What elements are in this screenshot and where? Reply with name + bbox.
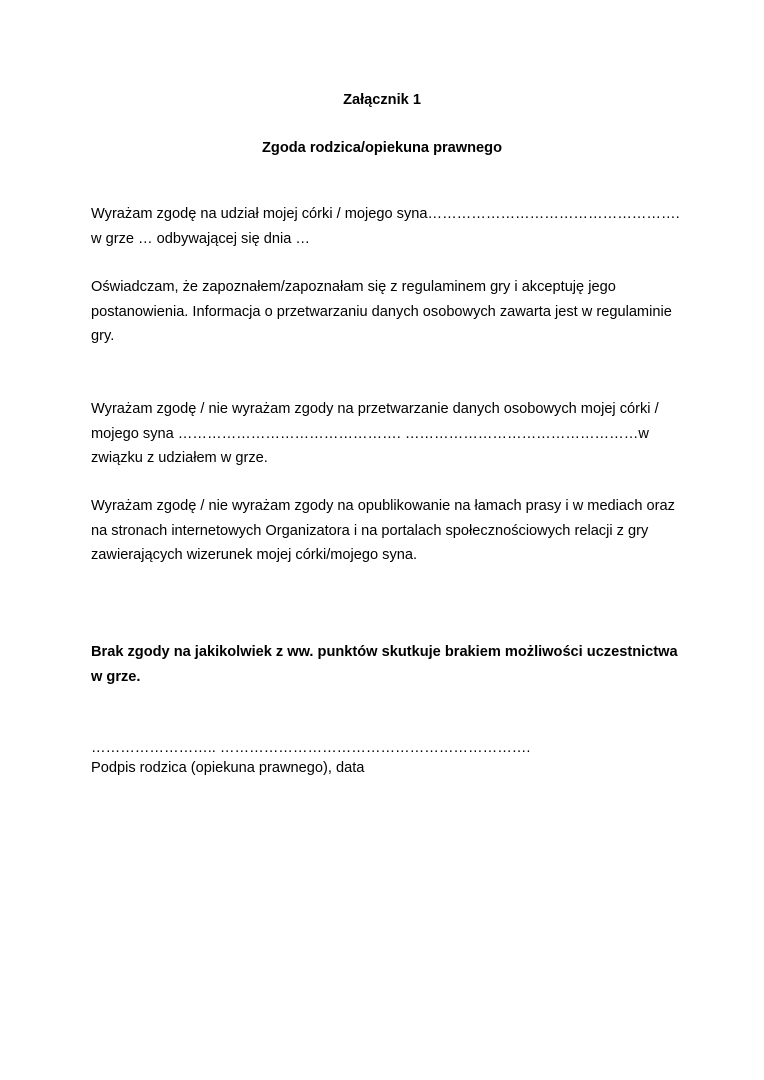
paragraph-line: gry.	[91, 328, 115, 344]
paragraph-line: Oświadczam, że zapoznałem/zapoznałam się z regulaminem gry i akceptuję jego	[91, 279, 616, 295]
signature-block	[91, 738, 691, 778]
consent-participation-paragraph	[91, 202, 691, 251]
notice-line: Brak zgody na jakikolwiek z ww. punktów skutkuje brakiem możliwości uczestnictwa	[91, 644, 678, 660]
image-publication-consent-paragraph	[91, 494, 691, 568]
rules-declaration-paragraph	[91, 275, 691, 349]
paragraph-line: na stronach internetowych Organizatora i na portalach społecznościowych relacji z gry	[91, 522, 649, 539]
signature-line: …………………….. ……………………………………………………….	[91, 740, 531, 756]
paragraph-line: Wyrażam zgodę / nie wyrażam zgody na opublikowanie na łamach prasy i w mediach oraz	[91, 498, 675, 514]
paragraph-line: Wyrażam zgodę na udział mojej córki / mojego syna…………………………………………….	[91, 206, 680, 222]
signature-label: Podpis rodzica (opiekuna prawnego), data	[91, 760, 365, 776]
notice-line: w grze.	[91, 668, 141, 685]
consent-notice	[91, 640, 691, 689]
document-subheading: Zgoda rodzica/opiekuna prawnego	[261, 140, 502, 156]
document-heading: Załącznik 1	[343, 92, 421, 108]
paragraph-line: mojego syna ………………………………………. …………………………………………w	[91, 425, 649, 442]
data-processing-consent-paragraph	[91, 397, 691, 471]
paragraph-line: postanowienia. Informacja o przetwarzaniu danych osobowych zawarta jest w regulaminie	[91, 303, 672, 320]
paragraph-line: w grze … odbywającej się dnia …	[91, 230, 311, 247]
paragraph-line: Wyrażam zgodę / nie wyrażam zgody na przetwarzanie danych osobowych mojej córki /	[91, 401, 659, 417]
paragraph-line: związku z udziałem w grze.	[91, 450, 268, 466]
paragraph-line: zawierających wizerunek mojej córki/mojego syna.	[91, 547, 418, 563]
